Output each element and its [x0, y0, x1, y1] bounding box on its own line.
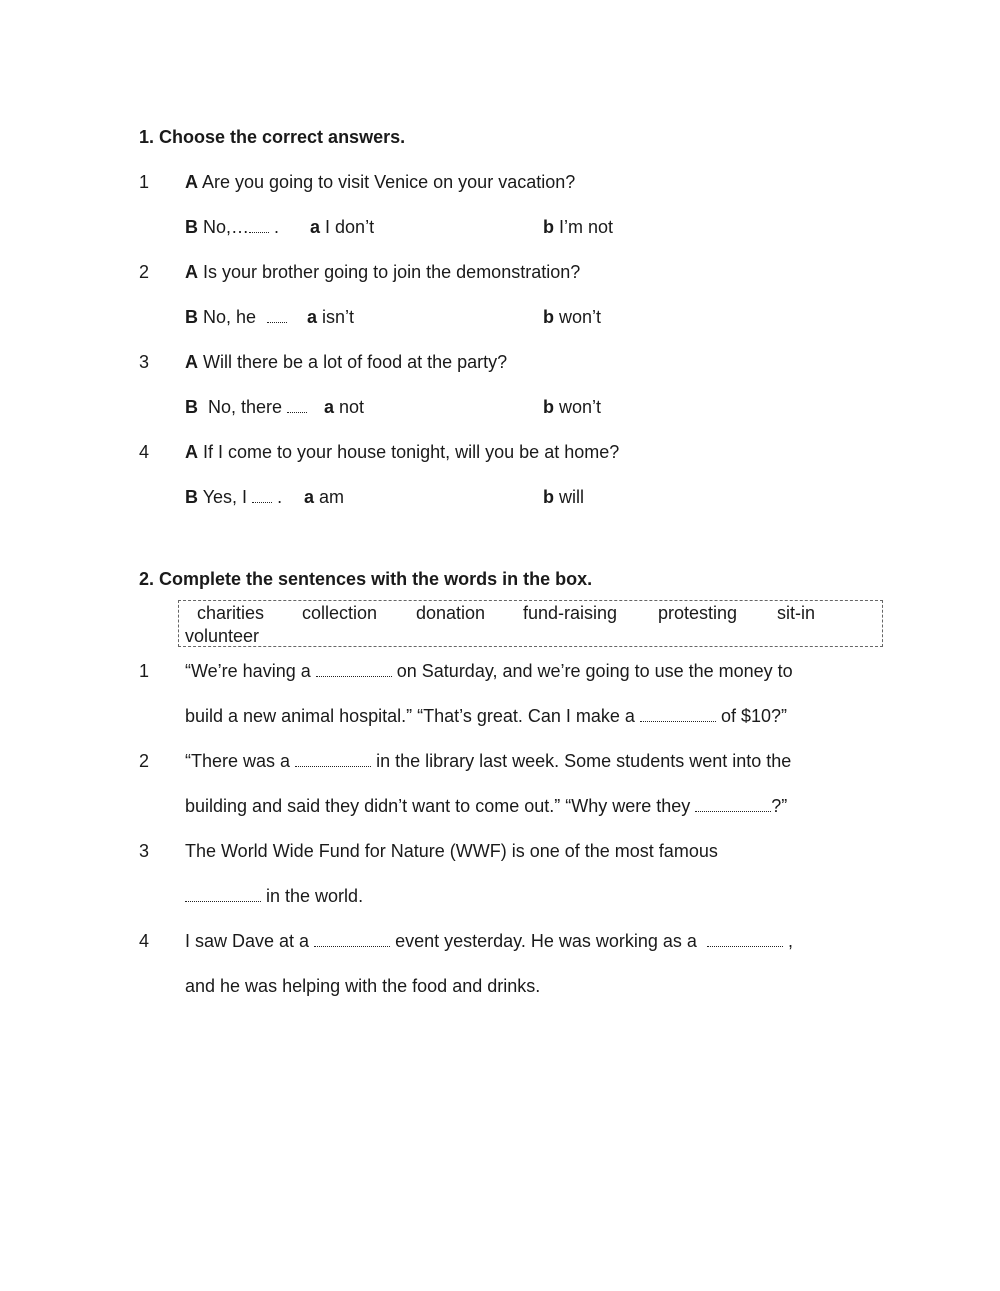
section1-title: 1. Choose the correct answers.: [139, 127, 406, 147]
answer-blank[interactable]: [252, 486, 272, 503]
word-box-item: volunteer: [185, 626, 260, 646]
question-line: A Is your brother going to join the demonstration?: [185, 262, 581, 282]
answer-prompt: B No,… .: [185, 217, 280, 237]
sentence-line: I saw Dave at a event yesterday. He was working as a ,: [185, 931, 793, 951]
sentence-number: 3: [139, 841, 150, 861]
answer-prompt: B No, there: [185, 396, 307, 418]
fill-blank[interactable]: [707, 930, 783, 947]
option-b[interactable]: b won’t: [543, 397, 602, 417]
fill-blank[interactable]: [640, 705, 716, 722]
answer-blank[interactable]: [249, 216, 269, 233]
question-number: 4: [139, 442, 150, 462]
fill-blank[interactable]: [185, 885, 261, 902]
word-box-item: charities: [197, 603, 265, 623]
sentence-number: 2: [139, 751, 150, 771]
sentence-line: The World Wide Fund for Nature (WWF) is one of the most famous: [185, 841, 718, 861]
answer-blank[interactable]: [267, 306, 287, 323]
sentence-line: build a new animal hospital.” “That’s great. Can I make a of $10?”: [185, 706, 787, 726]
option-a[interactable]: a am: [304, 487, 345, 507]
question-number: 3: [139, 352, 150, 372]
answer-prompt: B Yes, I .: [185, 487, 283, 507]
fill-blank[interactable]: [295, 750, 371, 767]
answer-prompt: B No, he: [185, 306, 287, 328]
sentence-number: 1: [139, 661, 150, 681]
option-b[interactable]: b I’m not: [543, 217, 614, 237]
sentence-line: and he was helping with the food and drinks.: [185, 976, 541, 996]
sentence-line: in the world.: [185, 885, 363, 907]
question-line: A Are you going to visit Venice on your vacation?: [185, 172, 576, 192]
option-a[interactable]: a I don’t: [310, 217, 375, 237]
question-line: A Will there be a lot of food at the party?: [185, 352, 508, 372]
word-box-item: sit-in: [777, 603, 816, 623]
sentence-line: building and said they didn’t want to come out.” “Why were they ?”: [185, 796, 788, 816]
word-box-item: collection: [302, 603, 378, 623]
word-box: [178, 600, 883, 647]
question-number: 1: [139, 172, 150, 192]
section2-title: 2. Complete the sentences with the words in the box.: [139, 569, 593, 589]
fill-blank[interactable]: [695, 795, 771, 812]
answer-blank[interactable]: [287, 396, 307, 413]
question-number: 2: [139, 262, 150, 282]
option-b[interactable]: b will: [543, 487, 585, 507]
sentence-number: 4: [139, 931, 150, 951]
fill-blank[interactable]: [316, 660, 392, 677]
option-b[interactable]: b won’t: [543, 307, 602, 327]
word-box-item: donation: [416, 603, 486, 623]
word-box-item: protesting: [658, 603, 738, 623]
option-a[interactable]: a not: [324, 397, 365, 417]
option-a[interactable]: a isn’t: [307, 307, 355, 327]
question-line: A If I come to your house tonight, will you be at home?: [185, 442, 620, 462]
sentence-line: “There was a in the library last week. Some students went into the: [185, 751, 792, 771]
fill-blank[interactable]: [314, 930, 390, 947]
word-box-item: fund-raising: [523, 603, 618, 623]
sentence-line: “We’re having a on Saturday, and we’re going to use the money to: [185, 661, 793, 681]
